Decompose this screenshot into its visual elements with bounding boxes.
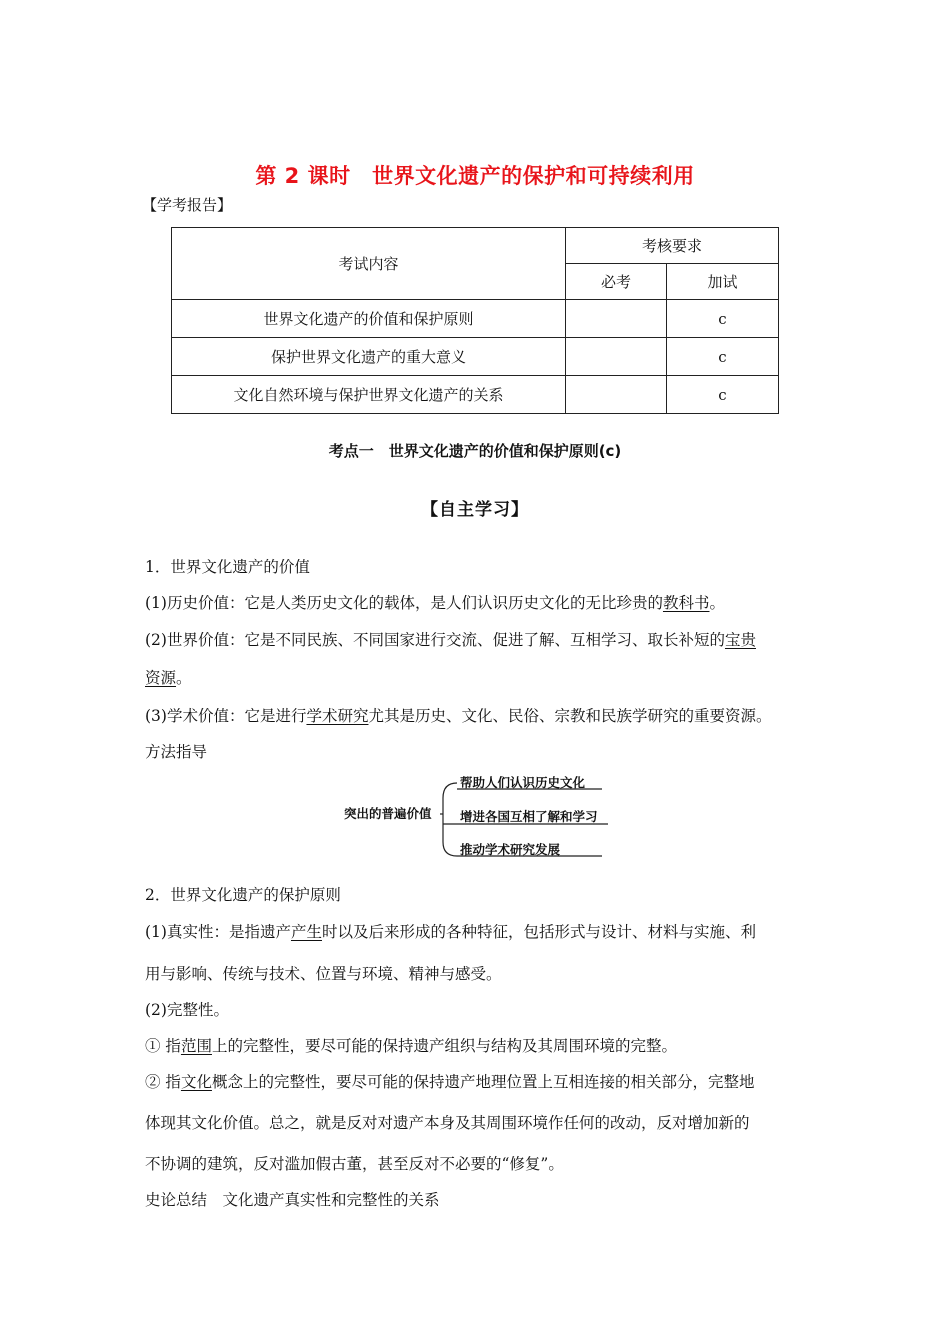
integrity-culture-cont: 体现其文化价值。总之，就是反对对遗产本身及其周围环境作任何的改动，反对增加新的 xyxy=(145,1114,750,1132)
section-2-heading: 2．世界文化遗产的保护原则 xyxy=(145,886,341,904)
answer-underline: 资源 xyxy=(145,669,177,687)
value-world xyxy=(145,628,756,650)
value-diagram xyxy=(340,768,610,863)
principle-authenticity xyxy=(145,920,756,942)
text: 尤其是历史、文化、民俗、宗教和民族学研究的重要资源。 xyxy=(368,707,772,725)
integrity-scope xyxy=(145,1034,677,1056)
value-world-cont xyxy=(145,666,192,688)
value-academic xyxy=(145,704,772,726)
requirements-table xyxy=(171,227,779,414)
lesson-title: 第 2 课时 世界文化遗产的保护和可持续利用 xyxy=(255,164,695,188)
text: (2)世界价值：它是不同民族、不同国家进行交流、促进了解、互相学习、取长补短的 xyxy=(145,631,725,649)
text: 概念上的完整性，要尽可能的保持遗产地理位置上互相连接的相关部分，完整地 xyxy=(211,1073,755,1091)
table-cell-content: 保护世界文化遗产的重大意义 xyxy=(172,338,566,376)
text: 时以及后来形成的各种特征，包括形式与设计、材料与实施、利 xyxy=(321,923,756,941)
table-row xyxy=(172,376,779,414)
table-cell-additional: c xyxy=(667,300,779,338)
table-header-requirement: 考核要求 xyxy=(566,228,779,264)
text: (1)历史价值：它是人类历史文化的载体，是人们认识历史文化的无比珍贵的 xyxy=(145,594,663,612)
principle-integrity: (2)完整性。 xyxy=(145,1001,229,1019)
table-cell-must xyxy=(566,300,667,338)
table-cell-must xyxy=(566,376,667,414)
text: ① 指 xyxy=(145,1037,181,1055)
diagram-center: 突出的普遍价值 xyxy=(344,806,432,821)
answer-underline: 产生 xyxy=(290,923,322,941)
table-header-must: 必考 xyxy=(566,264,667,300)
text: 上的完整性，要尽可能的保持遗产组织与结构及其周围环境的完整。 xyxy=(211,1037,677,1055)
diagram-branch: 增进各国互相了解和学习 xyxy=(460,809,598,824)
principle-authenticity-cont: 用与影响、传统与技术、位置与环境、精神与感受。 xyxy=(145,965,502,983)
integrity-culture-cont: 不协调的建筑，反对滥加假古董，甚至反对不必要的“修复”。 xyxy=(145,1155,564,1173)
table-header-content: 考试内容 xyxy=(172,228,566,300)
diagram-branch: 推动学术研究发展 xyxy=(460,842,561,857)
summary-heading: 史论总结 文化遗产真实性和完整性的关系 xyxy=(145,1191,440,1209)
self-study-heading: 【自主学习】 xyxy=(421,500,529,520)
method-guide-label: 方法指导 xyxy=(145,743,208,761)
text: (3)学术价值：它是进行 xyxy=(145,707,307,725)
text: 。 xyxy=(709,594,725,612)
table-cell-must xyxy=(566,338,667,376)
table-cell-content: 文化自然环境与保护世界文化遗产的关系 xyxy=(172,376,566,414)
text: ② 指 xyxy=(145,1073,181,1091)
text: 。 xyxy=(176,669,192,687)
table-cell-content: 世界文化遗产的价值和保护原则 xyxy=(172,300,566,338)
diagram-branch: 帮助人们认识历史文化 xyxy=(460,775,586,790)
text: (1)真实性：是指遗产 xyxy=(145,923,291,941)
table-cell-additional: c xyxy=(667,338,779,376)
answer-underline: 范围 xyxy=(180,1037,212,1055)
answer-underline: 宝贵 xyxy=(724,631,756,649)
table-row xyxy=(172,338,779,376)
report-label: 【学考报告】 xyxy=(142,196,233,214)
value-historical xyxy=(145,591,725,613)
kaodian-heading: 考点一 世界文化遗产的价值和保护原则(c) xyxy=(328,442,622,460)
section-1-heading: 1．世界文化遗产的价值 xyxy=(145,558,310,576)
table-cell-additional: c xyxy=(667,376,779,414)
table-row xyxy=(172,300,779,338)
answer-underline: 学术研究 xyxy=(306,707,369,725)
answer-underline: 教科书 xyxy=(662,594,710,612)
integrity-culture xyxy=(145,1070,754,1092)
answer-underline: 文化 xyxy=(180,1073,212,1091)
table-header-additional: 加试 xyxy=(667,264,779,300)
